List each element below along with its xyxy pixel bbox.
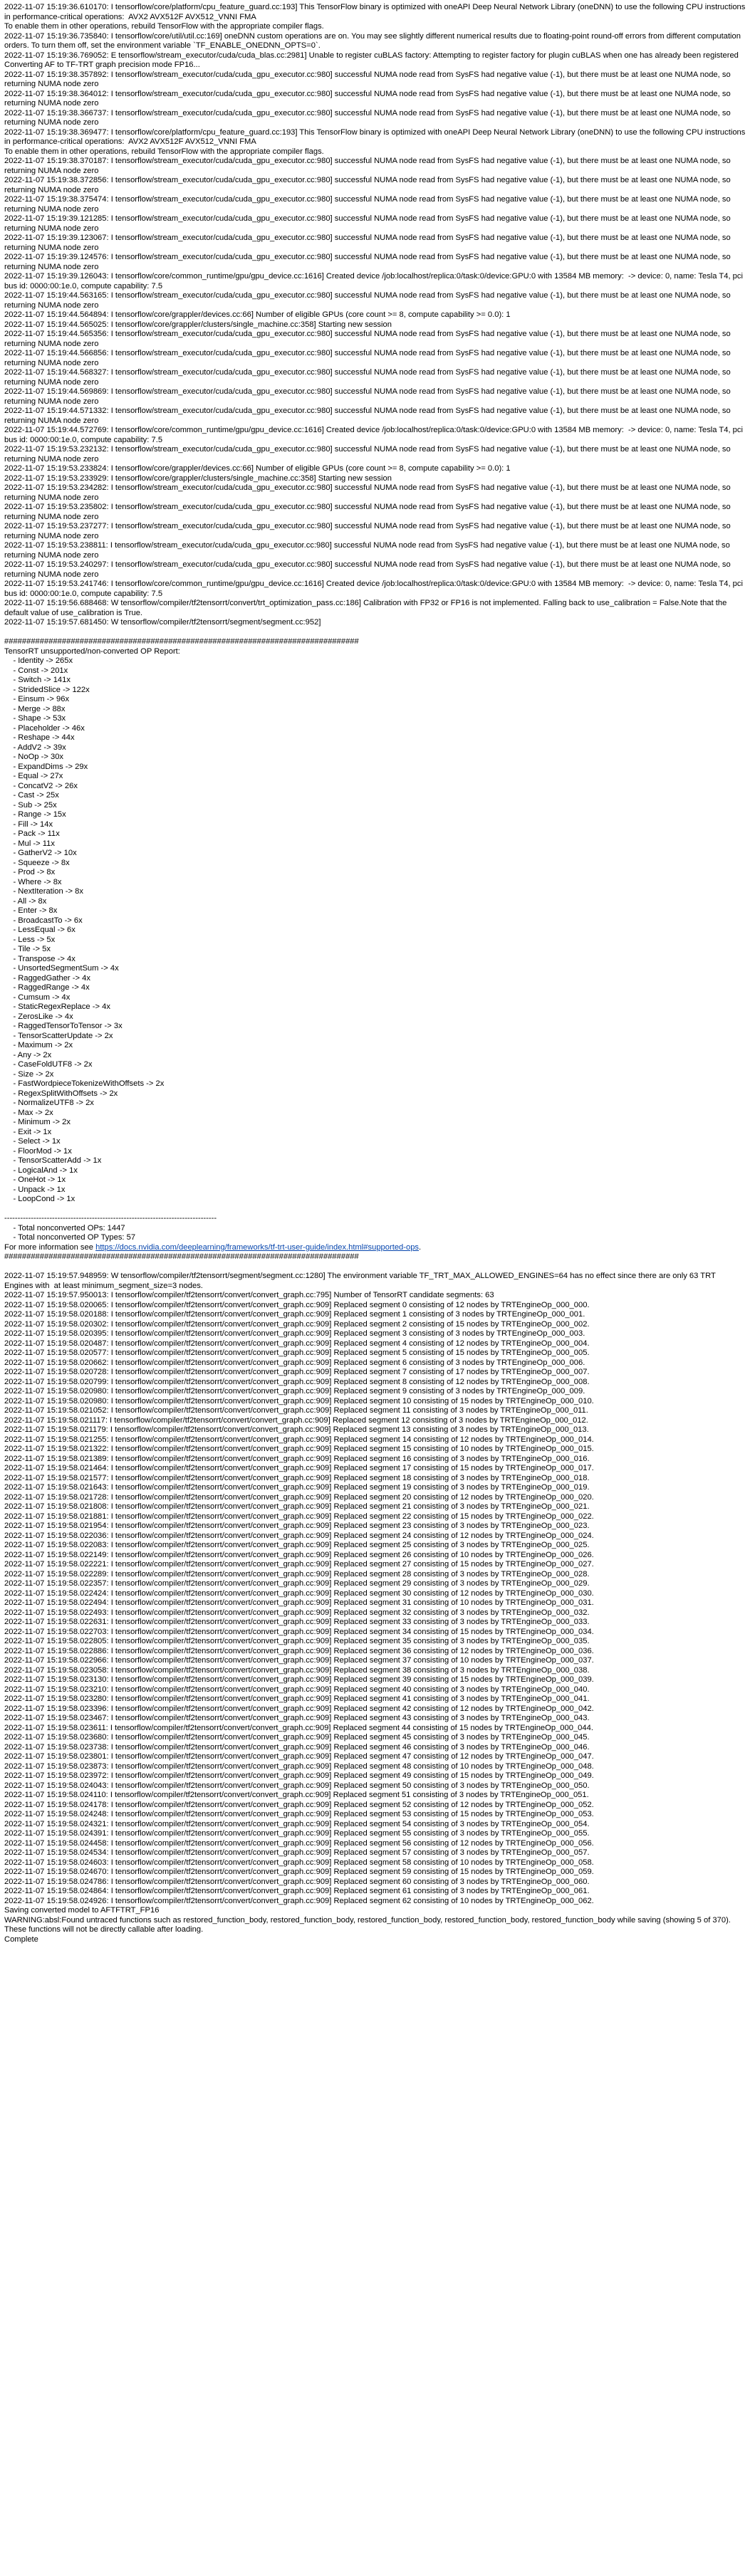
log-line: - Any -> 2x: [4, 1050, 52, 1059]
log-line: 2022-11-07 15:19:58.020395: I tensorflow/compiler/tf2tensorrt/convert/convert_graph.cc:909] Replaced segment 3 consisting of 3 nodes by TRTEngineOp_000_003.: [4, 1329, 585, 1338]
log-line: 2022-11-07 15:19:58.022424: I tensorflow/compiler/tf2tensorrt/convert/convert_graph.cc:909] Replaced segment 30 consisting of 12 nodes by TRTEngineOp_000_030.: [4, 1588, 594, 1598]
log-line: - Size -> 2x: [4, 1069, 54, 1079]
log-line: - ZerosLike -> 4x: [4, 1012, 73, 1021]
log-line: 2022-11-07 15:19:58.020980: I tensorflow/compiler/tf2tensorrt/convert/convert_graph.cc:909] Replaced segment 9 consisting of 3 nodes by TRTEngineOp_000_009.: [4, 1387, 585, 1396]
log-line: - Total nonconverted OPs: 1447: [4, 1223, 125, 1232]
log-line: 2022-11-07 15:19:39.123067: I tensorflow/stream_executor/cuda/cuda_gpu_executor.cc:980] successful NUMA node read from SysFS had negative value (-1), but there must be at least one NUMA node, so returning NUMA node zero: [4, 234, 733, 252]
log-line: 2022-11-07 15:19:53.232132: I tensorflow/stream_executor/cuda/cuda_gpu_executor.cc:980] successful NUMA node read from SysFS had negative value (-1), but there must be at least one NUMA node, so returning NUMA node zero: [4, 445, 733, 464]
log-line: --------------------------------------------------------------------------------: [4, 1214, 217, 1222]
log-line: 2022-11-07 15:19:58.023680: I tensorflow/compiler/tf2tensorrt/convert/convert_graph.cc:909] Replaced segment 45 consisting of 3 nodes by TRTEngineOp_000_045.: [4, 1733, 590, 1742]
log-line: - Mul -> 11x: [4, 839, 55, 848]
log-line: 2022-11-07 15:19:58.022357: I tensorflow/compiler/tf2tensorrt/convert/convert_graph.cc:909] Replaced segment 29 consisting of 3 nodes by TRTEngineOp_000_029.: [4, 1579, 590, 1588]
log-line: 2022-11-07 15:19:58.021808: I tensorflow/compiler/tf2tensorrt/convert/convert_graph.cc:909] Replaced segment 21 consisting of 3 nodes by TRTEngineOp_000_021.: [4, 1502, 590, 1511]
log-line: 2022-11-07 15:19:38.372856: I tensorflow/stream_executor/cuda/cuda_gpu_executor.cc:980] successful NUMA node read from SysFS had negative value (-1), but there must be at least one NUMA node, so returning NUMA node zero: [4, 176, 733, 194]
log-line: 2022-11-07 15:19:58.021577: I tensorflow/compiler/tf2tensorrt/convert/convert_graph.cc:909] Replaced segment 18 consisting of 3 nodes by TRTEngineOp_000_018.: [4, 1473, 590, 1482]
log-line: 2022-11-07 15:19:58.024670: I tensorflow/compiler/tf2tensorrt/convert/convert_graph.cc:909] Replaced segment 59 consisting of 15 nodes by TRTEngineOp_000_059.: [4, 1868, 594, 1876]
log-line: - FastWordpieceTokenizeWithOffsets -> 2x: [4, 1079, 165, 1088]
log-line: 2022-11-07 15:19:58.023210: I tensorflow/compiler/tf2tensorrt/convert/convert_graph.cc:909] Replaced segment 40 consisting of 3 nodes by TRTEngineOp_000_040.: [4, 1685, 590, 1694]
log-line: 2022-11-07 15:19:58.021255: I tensorflow/compiler/tf2tensorrt/convert/convert_graph.cc:909] Replaced segment 14 consisting of 12 nodes by TRTEngineOp_000_014.: [4, 1435, 594, 1444]
log-line: 2022-11-07 15:19:58.024926: I tensorflow/compiler/tf2tensorrt/convert/convert_graph.cc:909] Replaced segment 62 consisting of 10 nodes by TRTEngineOp_000_062.: [4, 1896, 594, 1905]
log-line: 2022-11-07 15:19:38.364012: I tensorflow/stream_executor/cuda/cuda_gpu_executor.cc:980] successful NUMA node read from SysFS had negative value (-1), but there must be at least one NUMA node, so returning NUMA node zero: [4, 89, 733, 108]
log-line: - Placeholder -> 46x: [4, 723, 85, 733]
log-line: - RaggedRange -> 4x: [4, 983, 90, 992]
log-line: 2022-11-07 15:19:58.021954: I tensorflow/compiler/tf2tensorrt/convert/convert_graph.cc:909] Replaced segment 23 consisting of 3 nodes by TRTEngineOp_000_023.: [4, 1522, 590, 1530]
log-line: 2022-11-07 15:19:58.024458: I tensorflow/compiler/tf2tensorrt/convert/convert_graph.cc:909] Replaced segment 56 consisting of 12 nodes by TRTEngineOp_000_056.: [4, 1838, 594, 1848]
log-line: - NormalizeUTF8 -> 2x: [4, 1099, 94, 1107]
log-line: - Switch -> 141x: [4, 676, 71, 684]
log-line: - Exit -> 1x: [4, 1127, 52, 1136]
log-line: - Range -> 15x: [4, 810, 66, 819]
log-line: - FloorMod -> 1x: [4, 1146, 72, 1156]
log-line: 2022-11-07 15:19:58.022221: I tensorflow/compiler/tf2tensorrt/convert/convert_graph.cc:909] Replaced segment 27 consisting of 15 nodes by TRTEngineOp_000_027.: [4, 1560, 594, 1569]
log-line: - Prod -> 8x: [4, 868, 56, 876]
log-line: - All -> 8x: [4, 896, 47, 906]
log-line: 2022-11-07 15:19:58.021643: I tensorflow/compiler/tf2tensorrt/convert/convert_graph.cc:909] Replaced segment 19 consisting of 3 nodes by TRTEngineOp_000_019.: [4, 1483, 590, 1492]
log-line: 2022-11-07 15:19:58.021464: I tensorflow/compiler/tf2tensorrt/convert/convert_graph.cc:909] Replaced segment 17 consisting of 15 nodes by TRTEngineOp_000_017.: [4, 1464, 594, 1472]
log-line: 2022-11-07 15:19:58.024178: I tensorflow/compiler/tf2tensorrt/convert/convert_graph.cc:909] Replaced segment 52 consisting of 12 nodes by TRTEngineOp_000_052.: [4, 1800, 594, 1809]
log-line: - Unpack -> 1x: [4, 1185, 66, 1194]
log-line: 2022-11-07 15:19:53.234282: I tensorflow/stream_executor/cuda/cuda_gpu_executor.cc:980] successful NUMA node read from SysFS had negative value (-1), but there must be at least one NUMA node, so returning NUMA node zero: [4, 483, 733, 502]
log-line: 2022-11-07 15:19:58.024534: I tensorflow/compiler/tf2tensorrt/convert/convert_graph.cc:909] Replaced segment 57 consisting of 3 nodes by TRTEngineOp_000_057.: [4, 1848, 590, 1857]
log-line: - ConcatV2 -> 26x: [4, 781, 78, 790]
log-line: 2022-11-07 15:19:58.022083: I tensorflow/compiler/tf2tensorrt/convert/convert_graph.cc:909] Replaced segment 25 consisting of 3 nodes by TRTEngineOp_000_025.: [4, 1541, 590, 1549]
log-line: 2022-11-07 15:19:44.571332: I tensorflow/stream_executor/cuda/cuda_gpu_executor.cc:980] successful NUMA node read from SysFS had negative value (-1), but there must be at least one NUMA node, so returning NUMA node zero: [4, 407, 733, 425]
log-line: 2022-11-07 15:19:58.023738: I tensorflow/compiler/tf2tensorrt/convert/convert_graph.cc:909] Replaced segment 46 consisting of 3 nodes by TRTEngineOp_000_046.: [4, 1742, 590, 1752]
log-line: 2022-11-07 15:19:58.023972: I tensorflow/compiler/tf2tensorrt/convert/convert_graph.cc:909] Replaced segment 49 consisting of 15 nodes by TRTEngineOp_000_049.: [4, 1771, 594, 1780]
info-link-suffix: .: [419, 1242, 422, 1252]
log-line: 2022-11-07 15:19:58.021052: I tensorflow/compiler/tf2tensorrt/convert/convert_graph.cc:909] Replaced segment 11 consisting of 3 nodes by TRTEngineOp_000_011.: [4, 1406, 588, 1415]
blank-line: [4, 1262, 746, 1272]
log-line: 2022-11-07 15:19:58.021179: I tensorflow/compiler/tf2tensorrt/convert/convert_graph.cc:909] Replaced segment 13 consisting of 3 nodes by TRTEngineOp_000_013.: [4, 1425, 589, 1434]
log-line: 2022-11-07 15:19:58.021322: I tensorflow/compiler/tf2tensorrt/convert/convert_graph.cc:909] Replaced segment 15 consisting of 10 nodes by TRTEngineOp_000_015.: [4, 1445, 594, 1453]
log-line: 2022-11-07 15:19:56.688468: W tensorflow/compiler/tf2tensorrt/convert/trt_optimization_pass.cc:186] Calibration with FP32 or FP16 is not implemented. Falling back to use_calibration = False.Note that the default value of use_calibration is True.: [4, 599, 729, 617]
log-line: - Cumsum -> 4x: [4, 993, 71, 1002]
log-line: - Enter -> 8x: [4, 906, 58, 915]
log-line: 2022-11-07 15:19:58.021389: I tensorflow/compiler/tf2tensorrt/convert/convert_graph.cc:909] Replaced segment 16 consisting of 3 nodes by TRTEngineOp_000_016.: [4, 1454, 590, 1463]
log-line: - BroadcastTo -> 6x: [4, 916, 83, 925]
log-line: - Reshape -> 44x: [4, 733, 75, 742]
log-line: - Total nonconverted OP Types: 57: [4, 1233, 136, 1242]
log-line: 2022-11-07 15:19:36.769052: E tensorflow/stream_executor/cuda/cuda_blas.cc:2981] Unable to register cuBLAS factory: Attempting to register factory for plugin cuBLAS when one has already been registered: [4, 51, 739, 60]
log-line: - Fill -> 14x: [4, 820, 53, 829]
log-line: - Const -> 201x: [4, 666, 68, 675]
log-line: - Transpose -> 4x: [4, 954, 75, 963]
log-line: 2022-11-07 15:19:58.022805: I tensorflow/compiler/tf2tensorrt/convert/convert_graph.cc:909] Replaced segment 35 consisting of 3 nodes by TRTEngineOp_000_035.: [4, 1637, 590, 1645]
log-line: - Maximum -> 2x: [4, 1041, 73, 1049]
log-line: 2022-11-07 15:19:38.375474: I tensorflow/stream_executor/cuda/cuda_gpu_executor.cc:980] successful NUMA node read from SysFS had negative value (-1), but there must be at least one NUMA node, so returning NUMA node zero: [4, 195, 733, 214]
log-line: - Pack -> 11x: [4, 829, 60, 838]
log-line: 2022-11-07 15:19:44.563165: I tensorflow/stream_executor/cuda/cuda_gpu_executor.cc:980] successful NUMA node read from SysFS had negative value (-1), but there must be at least one NUMA node, so returning NUMA node zero: [4, 291, 733, 310]
log-line: 2022-11-07 15:19:39.121285: I tensorflow/stream_executor/cuda/cuda_gpu_executor.cc:980] successful NUMA node read from SysFS had negative value (-1), but there must be at least one NUMA node, so returning NUMA node zero: [4, 214, 733, 233]
log-line: 2022-11-07 15:19:58.024786: I tensorflow/compiler/tf2tensorrt/convert/convert_graph.cc:909] Replaced segment 60 consisting of 3 nodes by TRTEngineOp_000_060.: [4, 1877, 590, 1886]
log-line: 2022-11-07 15:19:58.021881: I tensorflow/compiler/tf2tensorrt/convert/convert_graph.cc:909] Replaced segment 22 consisting of 15 nodes by TRTEngineOp_000_022.: [4, 1512, 594, 1521]
log-line: - StridedSlice -> 122x: [4, 685, 90, 694]
log-line: 2022-11-07 15:19:57.681450: W tensorflow/compiler/tf2tensorrt/segment/segment.cc:952]: [4, 618, 321, 627]
log-line: To enable them in other operations, rebuild TensorFlow with the appropriate compiler flags.: [4, 22, 324, 31]
log-line: - LessEqual -> 6x: [4, 926, 75, 934]
log-line: 2022-11-07 15:19:44.564894: I tensorflow/core/grappler/devices.cc:66] Number of eligible GPUs (core count >= 8, compute capability >= 0.0): 1: [4, 310, 511, 319]
log-line: 2022-11-07 15:19:39.124576: I tensorflow/stream_executor/cuda/cuda_gpu_executor.cc:980] successful NUMA node read from SysFS had negative value (-1), but there must be at least one NUMA node, so returning NUMA node zero: [4, 253, 733, 271]
log-line: - Equal -> 27x: [4, 772, 63, 780]
log-line: 2022-11-07 15:19:57.948959: W tensorflow/compiler/tf2tensorrt/segment/segment.cc:1280] The environment variable TF_TRT_MAX_ALLOWED_ENGINES=64 has no effect since there are only 63 TRT Engines with at least minimum_segment_size=3 nodes.: [4, 1272, 718, 1290]
log-line: - RegexSplitWithOffsets -> 2x: [4, 1089, 118, 1098]
log-line: 2022-11-07 15:19:38.357892: I tensorflow/stream_executor/cuda/cuda_gpu_executor.cc:980] successful NUMA node read from SysFS had negative value (-1), but there must be at least one NUMA node, so returning NUMA node zero: [4, 70, 733, 88]
log-line: - Minimum -> 2x: [4, 1118, 71, 1126]
log-line: - UnsortedSegmentSum -> 4x: [4, 964, 119, 973]
log-line: - Identity -> 265x: [4, 656, 73, 665]
log-line: 2022-11-07 15:19:58.022966: I tensorflow/compiler/tf2tensorrt/convert/convert_graph.cc:909] Replaced segment 37 consisting of 10 nodes by TRTEngineOp_000_037.: [4, 1656, 594, 1665]
log-line: 2022-11-07 15:19:58.020799: I tensorflow/compiler/tf2tensorrt/convert/convert_graph.cc:909] Replaced segment 8 consisting of 12 nodes by TRTEngineOp_000_008.: [4, 1377, 590, 1386]
log-line: 2022-11-07 15:19:58.020662: I tensorflow/compiler/tf2tensorrt/convert/convert_graph.cc:909] Replaced segment 6 consisting of 3 nodes by TRTEngineOp_000_006.: [4, 1358, 585, 1367]
log-line: 2022-11-07 15:19:58.024603: I tensorflow/compiler/tf2tensorrt/convert/convert_graph.cc:909] Replaced segment 58 consisting of 10 nodes by TRTEngineOp_000_058.: [4, 1858, 594, 1867]
blank-line: [4, 1205, 746, 1215]
log-line: 2022-11-07 15:19:44.572769: I tensorflow/core/common_runtime/gpu/gpu_device.cc:1616] Created device /job:localhost/replica:0/task:0/device:GPU:0 with 13584 MB memory: -> device: 0, name: Tesla T4, pci bus id: 0000:00:1e.0, compute capability: 7.5: [4, 426, 746, 444]
log-line: 2022-11-07 15:19:53.233929: I tensorflow/core/grappler/clusters/single_machine.cc:358] Starting new session: [4, 473, 392, 483]
log-line: 2022-11-07 15:19:58.023396: I tensorflow/compiler/tf2tensorrt/convert/convert_graph.cc:909] Replaced segment 42 consisting of 12 nodes by TRTEngineOp_000_042.: [4, 1704, 594, 1713]
log-line: 2022-11-07 15:19:57.950013: I tensorflow/compiler/tf2tensorrt/convert/convert_graph.cc:795] Number of TensorRT candidate segments: 63: [4, 1291, 494, 1299]
log-line: Saving converted model to AFTFTRT_FP16: [4, 1906, 160, 1915]
log-line: - AddV2 -> 39x: [4, 743, 66, 752]
log-line: 2022-11-07 15:19:36.610170: I tensorflow/core/platform/cpu_feature_guard.cc:193] This TensorFlow binary is optimized with oneAPI Deep Neural Network Library (oneDNN) to use the following CPU instructions in performance-critical operations: AVX2 AVX512F AVX512_VNNI FMA: [4, 3, 748, 21]
log-line: 2022-11-07 15:19:58.020188: I tensorflow/compiler/tf2tensorrt/convert/convert_graph.cc:909] Replaced segment 1 consisting of 3 nodes by TRTEngineOp_000_001.: [4, 1310, 585, 1319]
log-line: - NoOp -> 30x: [4, 753, 64, 761]
log-line: ################################################################################: [4, 1252, 359, 1261]
log-line: 2022-11-07 15:19:58.020577: I tensorflow/compiler/tf2tensorrt/convert/convert_graph.cc:909] Replaced segment 5 consisting of 15 nodes by TRTEngineOp_000_005.: [4, 1349, 590, 1357]
log-line: - RaggedTensorToTensor -> 3x: [4, 1022, 123, 1030]
log-line: 2022-11-07 15:19:44.565025: I tensorflow/core/grappler/clusters/single_machine.cc:358] Starting new session: [4, 320, 392, 329]
log-line: 2022-11-07 15:19:58.022494: I tensorflow/compiler/tf2tensorrt/convert/convert_graph.cc:909] Replaced segment 31 consisting of 10 nodes by TRTEngineOp_000_031.: [4, 1598, 594, 1607]
log-line: 2022-11-07 15:19:44.566856: I tensorflow/stream_executor/cuda/cuda_gpu_executor.cc:980] successful NUMA node read from SysFS had negative value (-1), but there must be at least one NUMA node, so returning NUMA node zero: [4, 349, 733, 367]
log-line: 2022-11-07 15:19:58.021117: I tensorflow/compiler/tf2tensorrt/convert/convert_graph.cc:909] Replaced segment 12 consisting of 3 nodes by TRTEngineOp_000_012.: [4, 1415, 588, 1425]
log-line: - RaggedGather -> 4x: [4, 973, 90, 983]
log-line: 2022-11-07 15:19:44.568327: I tensorflow/stream_executor/cuda/cuda_gpu_executor.cc:980] successful NUMA node read from SysFS had negative value (-1), but there must be at least one NUMA node, so returning NUMA node zero: [4, 368, 733, 387]
log-line: 2022-11-07 15:19:58.023611: I tensorflow/compiler/tf2tensorrt/convert/convert_graph.cc:909] Replaced segment 44 consisting of 15 nodes by TRTEngineOp_000_044.: [4, 1723, 593, 1732]
log-line: 2022-11-07 15:19:38.366737: I tensorflow/stream_executor/cuda/cuda_gpu_executor.cc:980] successful NUMA node read from SysFS had negative value (-1), but there must be at least one NUMA node, so returning NUMA node zero: [4, 108, 733, 127]
log-line: 2022-11-07 15:19:53.235802: I tensorflow/stream_executor/cuda/cuda_gpu_executor.cc:980] successful NUMA node read from SysFS had negative value (-1), but there must be at least one NUMA node, so returning NUMA node zero: [4, 503, 733, 521]
info-link-line: [4, 1243, 746, 1253]
log-line: - LogicalAnd -> 1x: [4, 1166, 78, 1175]
log-line: - Shape -> 53x: [4, 714, 66, 723]
log-line: 2022-11-07 15:19:53.240297: I tensorflow/stream_executor/cuda/cuda_gpu_executor.cc:980] successful NUMA node read from SysFS had negative value (-1), but there must be at least one NUMA node, so returning NUMA node zero: [4, 560, 733, 579]
log-line: 2022-11-07 15:19:44.565356: I tensorflow/stream_executor/cuda/cuda_gpu_executor.cc:980] successful NUMA node read from SysFS had negative value (-1), but there must be at least one NUMA node, so returning NUMA node zero: [4, 330, 733, 348]
log-line: - Tile -> 5x: [4, 945, 51, 953]
log-line: TensorRT unsupported/non-converted OP Report:: [4, 646, 180, 656]
log-line: - StaticRegexReplace -> 4x: [4, 1002, 110, 1011]
log-line: 2022-11-07 15:19:58.024391: I tensorflow/compiler/tf2tensorrt/convert/convert_graph.cc:909] Replaced segment 55 consisting of 3 nodes by TRTEngineOp_000_055.: [4, 1829, 590, 1838]
log-line: 2022-11-07 15:19:53.233824: I tensorflow/core/grappler/devices.cc:66] Number of eligible GPUs (core count >= 8, compute capability >= 0.0): 1: [4, 464, 511, 473]
log-line: - TensorScatterAdd -> 1x: [4, 1156, 102, 1165]
log-line: - Select -> 1x: [4, 1137, 61, 1146]
log-line: 2022-11-07 15:19:58.022886: I tensorflow/compiler/tf2tensorrt/convert/convert_graph.cc:909] Replaced segment 36 consisting of 12 nodes by TRTEngineOp_000_036.: [4, 1646, 594, 1655]
log-line: 2022-11-07 15:19:58.024043: I tensorflow/compiler/tf2tensorrt/convert/convert_graph.cc:909] Replaced segment 50 consisting of 3 nodes by TRTEngineOp_000_050.: [4, 1781, 590, 1790]
log-line: 2022-11-07 15:19:58.020728: I tensorflow/compiler/tf2tensorrt/convert/convert_graph.cc:909] Replaced segment 7 consisting of 17 nodes by TRTEngineOp_000_007.: [4, 1368, 590, 1376]
log-line: 2022-11-07 15:19:58.024321: I tensorflow/compiler/tf2tensorrt/convert/convert_graph.cc:909] Replaced segment 54 consisting of 3 nodes by TRTEngineOp_000_054.: [4, 1819, 590, 1828]
log-line: - CaseFoldUTF8 -> 2x: [4, 1060, 93, 1069]
log-line: 2022-11-07 15:19:58.020302: I tensorflow/compiler/tf2tensorrt/convert/convert_graph.cc:909] Replaced segment 2 consisting of 15 nodes by TRTEngineOp_000_002.: [4, 1319, 590, 1329]
log-line: To enable them in other operations, rebuild TensorFlow with the appropriate compiler flags.: [4, 147, 324, 156]
log-line: - TensorScatterUpdate -> 2x: [4, 1031, 113, 1040]
log-line: - Where -> 8x: [4, 877, 62, 886]
log-line: 2022-11-07 15:19:53.238811: I tensorflow/stream_executor/cuda/cuda_gpu_executor.cc:980] successful NUMA node read from SysFS had negative value (-1), but there must be at least one NUMA node, so returning NUMA node zero: [4, 541, 732, 560]
log-line: 2022-11-07 15:19:36.735840: I tensorflow/core/util/util.cc:169] oneDNN custom operations are on. You may see slightly different numerical results due to floating-point round-off errors from different computation orders. To turn them off, set the environment variable `TF_ENABLE_ONEDNN_OPTS=0`.: [4, 31, 744, 50]
log-line: 2022-11-07 15:19:58.022289: I tensorflow/compiler/tf2tensorrt/convert/convert_graph.cc:909] Replaced segment 28 consisting of 3 nodes by TRTEngineOp_000_028.: [4, 1569, 590, 1578]
log-line: WARNING:absl:Found untraced functions such as restored_function_body, restored_function_body, restored_function_body, restored_function_body, restored_function_body while saving (showing 5 of 370). These functions will not be directly callable after loading.: [4, 1915, 733, 1934]
log-line: 2022-11-07 15:19:58.020487: I tensorflow/compiler/tf2tensorrt/convert/convert_graph.cc:909] Replaced segment 4 consisting of 12 nodes by TRTEngineOp_000_004.: [4, 1339, 590, 1348]
log-line: 2022-11-07 15:19:39.126043: I tensorflow/core/common_runtime/gpu/gpu_device.cc:1616] Created device /job:localhost/replica:0/task:0/device:GPU:0 with 13584 MB memory: -> device: 0, name: Tesla T4, pci bus id: 0000:00:1e.0, compute capability: 7.5: [4, 272, 746, 290]
log-line: 2022-11-07 15:19:58.024864: I tensorflow/compiler/tf2tensorrt/convert/convert_graph.cc:909] Replaced segment 61 consisting of 3 nodes by TRTEngineOp_000_061.: [4, 1887, 590, 1895]
log-line: 2022-11-07 15:19:58.020980: I tensorflow/compiler/tf2tensorrt/convert/convert_graph.cc:909] Replaced segment 10 consisting of 15 nodes by TRTEngineOp_000_010.: [4, 1396, 594, 1405]
log-line: - NextIteration -> 8x: [4, 887, 83, 896]
log-line: - Cast -> 25x: [4, 791, 59, 800]
log-line: 2022-11-07 15:19:58.021728: I tensorflow/compiler/tf2tensorrt/convert/convert_graph.cc:909] Replaced segment 20 consisting of 12 nodes by TRTEngineOp_000_020.: [4, 1492, 594, 1502]
log-line: 2022-11-07 15:19:53.237277: I tensorflow/stream_executor/cuda/cuda_gpu_executor.cc:980] successful NUMA node read from SysFS had negative value (-1), but there must be at least one NUMA node, so returning NUMA node zero: [4, 522, 733, 540]
log-line: 2022-11-07 15:19:58.023130: I tensorflow/compiler/tf2tensorrt/convert/convert_graph.cc:909] Replaced segment 39 consisting of 15 nodes by TRTEngineOp_000_039.: [4, 1675, 594, 1684]
log-line: 2022-11-07 15:19:38.370187: I tensorflow/stream_executor/cuda/cuda_gpu_executor.cc:980] successful NUMA node read from SysFS had negative value (-1), but there must be at least one NUMA node, so returning NUMA node zero: [4, 157, 733, 175]
log-line: - LoopCond -> 1x: [4, 1195, 75, 1203]
log-line: - Less -> 5x: [4, 935, 56, 944]
log-line: 2022-11-07 15:19:44.569869: I tensorflow/stream_executor/cuda/cuda_gpu_executor.cc:980] successful NUMA node read from SysFS had negative value (-1), but there must be at least one NUMA node, so returning NUMA node zero: [4, 387, 733, 406]
log-line: Converting AF to TF-TRT graph precision mode FP16...: [4, 61, 200, 69]
log-line: ################################################################################: [4, 637, 359, 646]
log-line: 2022-11-07 15:19:58.023467: I tensorflow/compiler/tf2tensorrt/convert/convert_graph.cc:909] Replaced segment 43 consisting of 3 nodes by TRTEngineOp_000_043.: [4, 1714, 590, 1722]
log-line: 2022-11-07 15:19:58.024110: I tensorflow/compiler/tf2tensorrt/convert/convert_graph.cc:909] Replaced segment 51 consisting of 3 nodes by TRTEngineOp_000_051.: [4, 1791, 589, 1799]
log-line: 2022-11-07 15:19:58.023873: I tensorflow/compiler/tf2tensorrt/convert/convert_graph.cc:909] Replaced segment 48 consisting of 10 nodes by TRTEngineOp_000_048.: [4, 1761, 594, 1771]
log-line: 2022-11-07 15:19:58.020065: I tensorflow/compiler/tf2tensorrt/convert/convert_graph.cc:909] Replaced segment 0 consisting of 12 nodes by TRTEngineOp_000_000.: [4, 1300, 590, 1309]
log-line: 2022-11-07 15:19:58.022703: I tensorflow/compiler/tf2tensorrt/convert/convert_graph.cc:909] Replaced segment 34 consisting of 15 nodes by TRTEngineOp_000_034.: [4, 1627, 594, 1636]
log-line: - Merge -> 88x: [4, 704, 66, 713]
log-line: - OneHot -> 1x: [4, 1176, 66, 1184]
log-line: 2022-11-07 15:19:38.369477: I tensorflow/core/platform/cpu_feature_guard.cc:193] This TensorFlow binary is optimized with oneAPI Deep Neural Network Library (oneDNN) to use the following CPU instructions in performance-critical operations: AVX2 AVX512F AVX512_VNNI FMA: [4, 127, 748, 146]
log-line: - ExpandDims -> 29x: [4, 762, 88, 771]
log-line: - Einsum -> 96x: [4, 695, 70, 703]
log-line: 2022-11-07 15:19:58.023280: I tensorflow/compiler/tf2tensorrt/convert/convert_graph.cc:909] Replaced segment 41 consisting of 3 nodes by TRTEngineOp_000_041.: [4, 1695, 590, 1703]
log-line: 2022-11-07 15:19:58.022493: I tensorflow/compiler/tf2tensorrt/convert/convert_graph.cc:909] Replaced segment 32 consisting of 3 nodes by TRTEngineOp_000_032.: [4, 1608, 590, 1617]
log-line: 2022-11-07 15:19:58.022149: I tensorflow/compiler/tf2tensorrt/convert/convert_graph.cc:909] Replaced segment 26 consisting of 10 nodes by TRTEngineOp_000_026.: [4, 1550, 594, 1559]
blank-line: [4, 628, 746, 638]
log-line: 2022-11-07 15:19:58.023058: I tensorflow/compiler/tf2tensorrt/convert/convert_graph.cc:909] Replaced segment 38 consisting of 3 nodes by TRTEngineOp_000_038.: [4, 1665, 590, 1675]
log-line: 2022-11-07 15:19:58.023801: I tensorflow/compiler/tf2tensorrt/convert/convert_graph.cc:909] Replaced segment 47 consisting of 12 nodes by TRTEngineOp_000_047.: [4, 1752, 594, 1761]
log-line: 2022-11-07 15:19:58.024248: I tensorflow/compiler/tf2tensorrt/convert/convert_graph.cc:909] Replaced segment 53 consisting of 15 nodes by TRTEngineOp_000_053.: [4, 1810, 594, 1818]
log-line: - Max -> 2x: [4, 1108, 53, 1117]
log-line: - Squeeze -> 8x: [4, 858, 70, 867]
log-line: - GatherV2 -> 10x: [4, 849, 77, 857]
log-line: Complete: [4, 1934, 38, 1944]
log-line: 2022-11-07 15:19:58.022036: I tensorflow/compiler/tf2tensorrt/convert/convert_graph.cc:909] Replaced segment 24 consisting of 12 nodes by TRTEngineOp_000_024.: [4, 1531, 594, 1540]
info-link-prefix: For more information see: [4, 1242, 96, 1252]
log-line: 2022-11-07 15:19:58.022631: I tensorflow/compiler/tf2tensorrt/convert/convert_graph.cc:909] Replaced segment 33 consisting of 3 nodes by TRTEngineOp_000_033.: [4, 1618, 590, 1626]
log-line: 2022-11-07 15:19:53.241746: I tensorflow/core/common_runtime/gpu/gpu_device.cc:1616] Created device /job:localhost/replica:0/task:0/device:GPU:0 with 13584 MB memory: -> device: 0, name: Tesla T4, pci bus id: 0000:00:1e.0, compute capability: 7.5: [4, 580, 746, 598]
supported-ops-link[interactable]: https://docs.nvidia.com/deeplearning/frameworks/tf-trt-user-guide/index.html#supported-ops: [95, 1242, 420, 1252]
log-line: - Sub -> 25x: [4, 800, 57, 810]
